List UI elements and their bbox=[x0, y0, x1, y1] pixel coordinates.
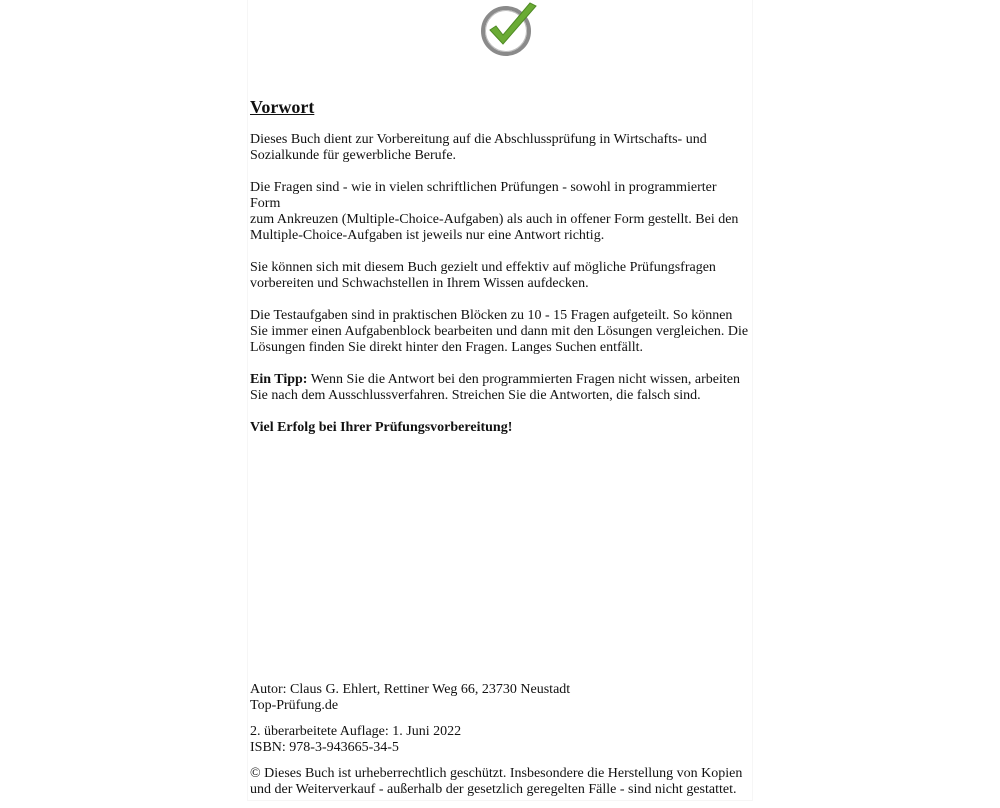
text-line bbox=[250, 372, 750, 388]
text-line: vorbereiten und Schwachstellen in Ihrem Wissen aufdecken. bbox=[250, 276, 589, 291]
text-line: Sie können sich mit diesem Buch gezielt und effektiv auf mögliche Prüfungsfragen bbox=[250, 260, 716, 275]
paragraph-tip bbox=[250, 372, 750, 404]
tip-label: Ein Tipp: bbox=[250, 372, 308, 387]
preface-content bbox=[250, 96, 750, 452]
copyright-block bbox=[250, 766, 750, 798]
tip-text: Wenn Sie die Antwort bei den programmierten Fragen nicht wissen, arbeiten bbox=[307, 372, 740, 387]
page-title: Vorwort bbox=[250, 97, 315, 117]
copyright-line: und der Weiterverkauf - außerhalb der gesetzlich geregelten Fälle - sind nicht gestattet. bbox=[250, 782, 737, 797]
website-line: Top-Prüfung.de bbox=[250, 698, 339, 713]
author-line: Autor: Claus G. Ehlert, Rettiner Weg 66, 23730 Neustadt bbox=[250, 682, 571, 697]
paragraph-question-format bbox=[250, 180, 750, 244]
imprint-footer bbox=[250, 682, 750, 808]
author-block bbox=[250, 682, 750, 714]
paragraph-intro bbox=[250, 132, 750, 164]
text-line: Multiple-Choice-Aufgaben ist jeweils nur eine Antwort richtig. bbox=[250, 228, 605, 243]
edition-block bbox=[250, 724, 750, 756]
paragraph-blocks bbox=[250, 308, 750, 356]
edition-line: 2. überarbeitete Auflage: 1. Juni 2022 bbox=[250, 724, 462, 739]
copyright-line: © Dieses Buch ist urheberrechtlich geschützt. Insbesondere die Herstellung von Kopien bbox=[250, 766, 743, 781]
text-line: Sie immer einen Aufgabenblock bearbeiten und dann mit den Lösungen vergleichen. Die bbox=[250, 324, 749, 339]
text-line: Dieses Buch dient zur Vorbereitung auf die Abschlussprüfung in Wirtschafts- und bbox=[250, 132, 707, 147]
text-line: zum Ankreuzen (Multiple-Choice-Aufgaben) als auch in offener Form gestellt. Bei den bbox=[250, 212, 739, 227]
text-line: Sie nach dem Ausschlussverfahren. Streichen Sie die Antworten, die falsch sind. bbox=[250, 388, 701, 403]
text-line: Sozialkunde für gewerbliche Berufe. bbox=[250, 148, 457, 163]
checkmark-logo-icon bbox=[474, 0, 542, 60]
text-line: Lösungen finden Sie direkt hinter den Fragen. Langes Suchen entfällt. bbox=[250, 340, 644, 355]
isbn-line: ISBN: 978-3-943665-34-5 bbox=[250, 740, 399, 755]
closing-line: Viel Erfolg bei Ihrer Prüfungsvorbereitung! bbox=[250, 420, 513, 435]
text-line: Die Testaufgaben sind in praktischen Blöcken zu 10 - 15 Fragen aufgeteilt. So können bbox=[250, 308, 733, 323]
paragraph-preparation bbox=[250, 260, 750, 292]
text-line: Die Fragen sind - wie in vielen schriftlichen Prüfungen - sowohl in programmierter Form bbox=[250, 180, 717, 211]
